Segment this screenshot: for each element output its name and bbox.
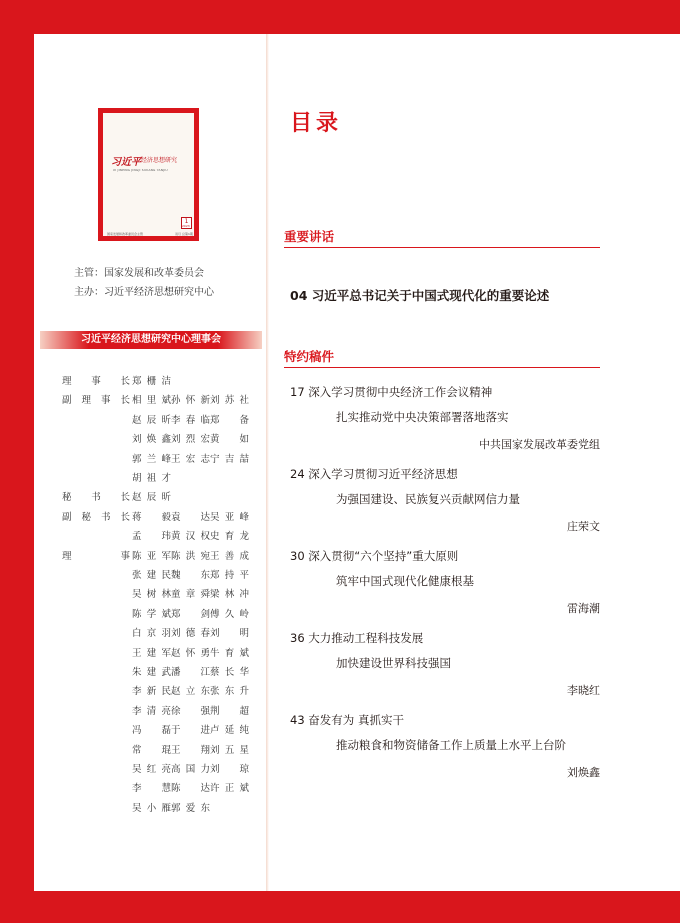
council-member-name: 郑栅洁 [132, 376, 171, 387]
council-member-name: 刘琼 [210, 764, 249, 775]
toc-entry-author: 中共国家发展改革委党组 [479, 438, 600, 451]
council-member-name: 傅久岭 [210, 608, 249, 620]
council-member-name: 张东升 [210, 686, 249, 698]
toc-entry-author: 刘焕鑫 [567, 766, 600, 779]
council-member-name: 潘江 [171, 667, 210, 678]
journal-cover [98, 108, 199, 241]
council-member-name: 荆超 [210, 705, 249, 717]
council-names [132, 742, 249, 756]
toc-title: 目录 [290, 111, 343, 136]
council-names [132, 625, 249, 639]
council-names [132, 780, 249, 794]
council-member-name: 相里斌 [132, 395, 171, 407]
council-names [132, 645, 249, 659]
cover-footer-left: 国家发展和改革委员会主管 [107, 232, 144, 236]
council-member-name: 刘明 [210, 628, 249, 640]
council-member-name: 李清亮 [132, 705, 171, 717]
council-role: 副理事长 [62, 395, 130, 407]
council-member-name: 史育龙 [210, 531, 249, 543]
toc-entry-author: 雷海潮 [567, 602, 600, 615]
council-member-name: 王建军 [132, 647, 171, 659]
council-member-name: 吴红亮 [132, 764, 171, 775]
council-member-name: 赵辰昕 [132, 492, 171, 504]
section-heading-special-articles: 特约稿件 [284, 347, 600, 368]
toc-entry-author: 李晓红 [567, 684, 600, 697]
council-names [132, 722, 249, 736]
council-member-name: 陈学斌 [132, 608, 171, 620]
toc-entry-author: 庄荣文 [567, 520, 600, 533]
cover-title: 经济思想研究 [141, 157, 178, 164]
council-names [132, 412, 249, 426]
council-names [132, 703, 249, 717]
council-member-name: 张建民 [132, 570, 171, 581]
council-member-name: 冯磊 [132, 725, 171, 737]
council-member-name: 郑备 [210, 414, 249, 426]
council-member-name: 孟玮 [132, 531, 171, 543]
council-member-name: 李春临 [171, 414, 210, 426]
council-role: 副秘书长 [62, 511, 130, 523]
council-member-name: 朱建武 [132, 667, 171, 678]
council-member-name: 吴树林 [132, 589, 171, 601]
council-member-name: 王善成 [210, 550, 249, 562]
council-member-name: 刘烈宏 [171, 434, 210, 446]
council-member-name: 袁达 [171, 511, 210, 523]
cover-footer-right: 双月 总第1期 [175, 232, 193, 236]
council-member-name: 赵立东 [171, 686, 210, 698]
council-role: 秘书长 [62, 492, 130, 504]
council-member-name: 李新民 [132, 686, 171, 698]
council-names [132, 586, 249, 600]
council-member-name: 赵辰昕 [132, 414, 171, 426]
council-member-name: 陈洪宛 [171, 550, 210, 562]
council-member-name: 宁吉喆 [210, 453, 249, 465]
council-names [132, 431, 249, 445]
council-role: 理事 [62, 550, 130, 562]
council-member-name: 蒋毅 [132, 511, 171, 523]
council-names [132, 606, 249, 620]
toc-entry-title[interactable]: 30 深入贯彻“六个坚持”重大原则 [290, 549, 459, 563]
cover-inner [103, 113, 194, 236]
council-member-name: 刘焕鑫 [132, 434, 171, 446]
council-title: 习近平经济思想研究中心理事会 [40, 331, 262, 349]
council-member-name: 许正斌 [210, 783, 249, 795]
council-member-name: 蔡长华 [210, 667, 249, 678]
council-names [132, 683, 249, 697]
toc-entry-subtitle[interactable]: 加快建设世界科技强国 [336, 656, 451, 670]
section-heading-important-speech: 重要讲话 [284, 227, 600, 248]
council-member-name: 白京羽 [132, 628, 171, 640]
council-member-name: 牛育斌 [210, 647, 249, 659]
council-names [132, 509, 249, 523]
council-member-name: 黄如 [210, 434, 249, 446]
toc-entry-title[interactable]: 17 深入学习贯彻中央经济工作会议精神 [290, 385, 493, 399]
council-member-name: 童章舜 [171, 589, 210, 601]
council-member-name: 胡祖才 [132, 473, 171, 484]
toc-entry-title[interactable]: 36 大力推动工程科技发展 [290, 631, 424, 645]
council-names [132, 470, 171, 484]
council-names [132, 664, 249, 678]
council-member-name: 李慧 [132, 783, 171, 795]
council-names [132, 548, 249, 562]
council-role: 理事长 [62, 376, 130, 387]
council-member-name: 魏东 [171, 570, 210, 581]
council-names [132, 567, 249, 581]
council-member-name: 赵怀勇 [171, 647, 210, 659]
council-member-name: 刘德春 [171, 628, 210, 640]
council-names [132, 489, 171, 503]
toc-entry-subtitle[interactable]: 为强国建设、民族复兴贡献网信力量 [336, 492, 520, 506]
council-member-name: 梁林冲 [210, 589, 249, 601]
page [34, 34, 680, 891]
toc-entry-subtitle[interactable]: 推动粮食和物资储备工作上质量上水平上台阶 [336, 738, 566, 752]
council-member-name: 陈达 [171, 783, 210, 795]
council-names [132, 528, 249, 542]
council-member-name: 高国力 [171, 764, 210, 775]
council-names [132, 800, 210, 814]
cover-title-pinyin: XI JINPING JINGJI SIXIANG YANJIU [113, 168, 168, 172]
toc-entry-subtitle[interactable]: 筑牢中国式现代化健康根基 [336, 574, 474, 588]
council-member-name: 王宏志 [171, 453, 210, 465]
council-member-name: 陈亚军 [132, 550, 171, 562]
council-names [132, 373, 171, 387]
cover-year: 2023 [182, 224, 190, 228]
supervisor-line: 主管：国家发展和改革委员会 [74, 268, 204, 279]
cover-issue-number: 1 [181, 217, 192, 229]
column-divider [266, 34, 269, 891]
council-member-name: 吴小雁 [132, 802, 171, 814]
council-names [132, 761, 249, 775]
council-member-name: 孙怀新 [171, 395, 210, 407]
toc-entry-title[interactable]: 24 深入学习贯彻习近平经济思想 [290, 467, 458, 481]
cover-calligraphy-title: 习近平 [111, 157, 141, 168]
council-member-name: 于进 [171, 725, 210, 737]
council-member-name: 郭爱东 [171, 802, 210, 814]
council-member-name: 徐强 [171, 705, 210, 717]
organizer-line: 主办：习近平经济思想研究中心 [74, 287, 214, 298]
council-member-name: 卢延纯 [210, 725, 249, 737]
council-member-name: 郑剑 [171, 608, 210, 620]
toc-entry-title[interactable]: 43 奋发有为 真抓实干 [290, 713, 404, 727]
council-member-name: 王翔 [171, 744, 210, 756]
toc-entry-main[interactable]: 04 习近平总书记关于中国式现代化的重要论述 [290, 288, 550, 303]
council-member-name: 刘苏社 [210, 395, 249, 407]
council-member-name: 常琨 [132, 744, 171, 756]
council-names [132, 392, 249, 406]
council-names [132, 451, 249, 465]
council-member-name: 黄汉权 [171, 531, 210, 543]
council-member-name: 刘五星 [210, 744, 249, 756]
council-member-name: 郑持平 [210, 570, 249, 581]
council-member-name: 郭兰峰 [132, 453, 171, 465]
toc-entry-subtitle[interactable]: 扎实推动党中央决策部署落地落实 [336, 410, 509, 424]
council-member-name: 吴亚峰 [210, 511, 249, 523]
